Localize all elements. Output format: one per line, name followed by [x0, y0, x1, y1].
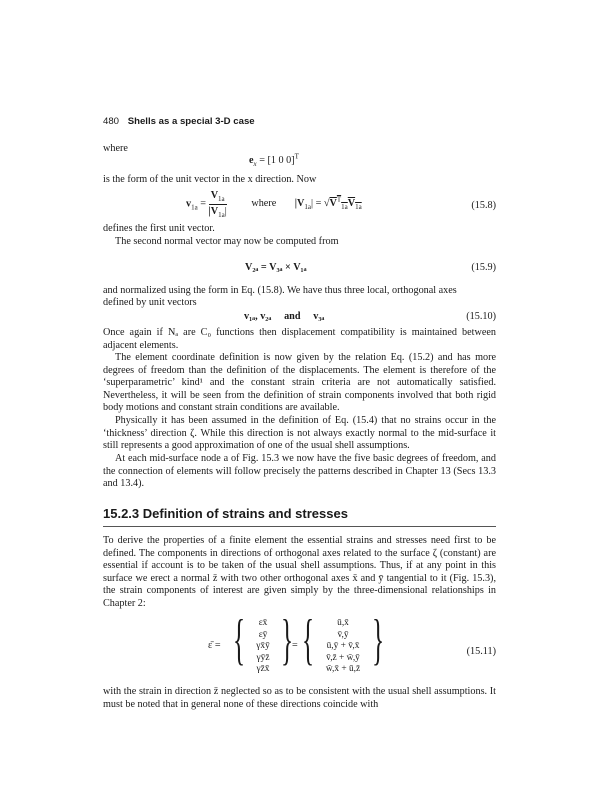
- eq-15-11-left-brace-open: {: [233, 609, 246, 671]
- eq-label-15-9: (15.9): [471, 262, 496, 273]
- eq-15-8-denominator: |V: [208, 205, 219, 217]
- text-where-1: where: [103, 143, 128, 154]
- eq-15-11-right-entry: v̄,ȳ: [337, 629, 349, 640]
- section-rule: [103, 526, 496, 527]
- eq-15-8-lhs: v: [186, 198, 192, 210]
- section-heading: 15.2.3 Definition of strains and stresses: [103, 506, 348, 521]
- para-element-coord: The element coordinate definition is now given by the relation Eq. (15.2) and has more degrees of freedom than the definition of the displacements. The element is therefore of the ‘superparametric’ kind¹ and the constant strain criteria are not automatically satisfied. Nevertheless, it will be seen from the definition of strain components involved that both rigid body motions and constant strain conditions are available.: [103, 352, 496, 414]
- eq-15-8-sqrt-sub1: 1a: [341, 203, 348, 212]
- para-derive: To derive the properties of a finite element the essential strains and stresses need first to be defined. The components in directions of orthogonal axes related to the surface ζ (constant) are essential if account is to be taken of the usual shell assumptions. Thus, if at any point in this surface we erect a normal z̄ with two other orthogonal axes x̄ and ȳ tangential to it (Fig. 15.3), the strain components of interest are given simply by the three-dimensional relationships in Chapter 2:: [103, 535, 496, 609]
- page-number: 480: [103, 116, 120, 127]
- eq-15-11-left-entry: γȳz̄: [256, 652, 270, 663]
- eq-label-15-11: (15.11): [466, 646, 496, 657]
- eq-15-11-right-brace-open: {: [302, 609, 315, 671]
- para-once-again: Once again if Nₐ are C₀ functions then displacement compatibility is maintained between adjacent elements.: [103, 327, 496, 351]
- eq-15-11-right-entry: ū,x̄: [337, 618, 349, 628]
- text-unit-vector: is the form of the unit vector in the x direction. Now: [103, 174, 317, 185]
- eq-15-8-denominator-close: |: [224, 205, 227, 217]
- eq-15-11-left-entry: γx̄ȳ: [256, 641, 270, 652]
- para-physically: Physically it has been assumed in the definition of Eq. (15.4) that no strains occur in the ‘thickness’ direction ζ. While this direction is not always exactly normal to the mid-surface it still represents a good approximation of one of the usual shell assumptions.: [103, 415, 496, 452]
- eq-15-11-lhs: ε̄ =: [208, 640, 221, 651]
- equation-15-9: V₂ₐ = V₃ₐ × V₁ₐ: [245, 262, 307, 273]
- eq-15-8-where: where: [251, 198, 277, 210]
- para-mid-surface: At each mid-surface node a of Fig. 15.3 we now have the five basic degrees of freedom, and the connection of elements will follow precisely the patterns described in Chapter 13 (Secs 13.3 and 13.4).: [103, 453, 496, 490]
- running-title: Shells as a special 3-D case: [127, 116, 255, 127]
- para-with-strain: with the strain in direction z̄ neglected so as to be consistent with the usual shell assumptions. It must be noted that in general none of these directions coincide with: [103, 686, 496, 710]
- running-header: [103, 116, 255, 129]
- eq-15-8-numerator-sub: 1a: [218, 195, 225, 204]
- eq-15-11-right-entry: ū,ȳ + v̄,x̄: [326, 641, 360, 652]
- eq-15-8-norm-sub: 1a: [304, 203, 312, 212]
- eq-15-8-numerator: V: [210, 190, 219, 201]
- eq-ex-symbol: e: [249, 155, 254, 166]
- equation-ex: [249, 152, 299, 169]
- eq-15-8-sqrt-transpose: T: [336, 196, 342, 205]
- text-normalized-1: and normalized using the form in Eq. (15.8). We have thus three local, orthogonal axes: [103, 285, 457, 296]
- eq-ex-vector: = [1 0 0]: [259, 155, 295, 166]
- eq-ex-subscript: x: [253, 160, 257, 169]
- text-defines: defines the first unit vector.: [103, 223, 215, 234]
- equation-15-10: v₁ₐ, v₂ₐ and v₃ₐ: [244, 311, 325, 322]
- eq-15-11-left-entry: γz̄x̄: [256, 664, 270, 675]
- eq-15-8-sqrt-v2: V: [347, 198, 356, 210]
- eq-15-8-lhs-sub: 1a: [191, 203, 198, 212]
- eq-label-15-10: (15.10): [466, 311, 496, 322]
- eq-15-11-left-column: [245, 618, 281, 676]
- eq-15-11-left-entry: εx̄: [258, 618, 268, 628]
- text-normalized-2: defined by unit vectors: [103, 297, 197, 308]
- eq-15-11-right-column: [314, 618, 372, 676]
- text-second-normal: The second normal vector may now be computed from: [115, 236, 339, 247]
- eq-15-11-left-entry: εȳ: [258, 629, 268, 640]
- eq-15-8-sqrt-sub2: 1a: [355, 203, 362, 212]
- eq-15-8-fraction: [209, 190, 227, 218]
- eq-15-8-norm: |V: [294, 198, 305, 210]
- equation-15-8: $v_{1a}$ = $\frac{V_{1a}}{|V_{1a}|}$ where $|V_{1a}| = √V^T_{1a}V_{1a}$: [186, 190, 362, 219]
- eq-15-11-right-entry: v̄,z̄ + w̄,ȳ: [326, 652, 360, 663]
- eq-15-11-right-entry: w̄,x̄ + ū,z̄: [325, 664, 361, 675]
- eq-15-11-left-brace-close: }: [281, 609, 294, 671]
- eq-15-8-sqrt-v1: V: [329, 198, 337, 210]
- eq-15-8-sqrt-sign: | = √: [311, 198, 330, 210]
- eq-label-15-8: (15.8): [471, 200, 496, 211]
- eq-15-11-equals: =: [292, 640, 298, 651]
- eq-ex-transpose: T: [294, 152, 299, 161]
- eq-15-11-right-brace-close: }: [372, 609, 385, 671]
- eq-15-8-denominator-sub: 1a: [218, 210, 225, 219]
